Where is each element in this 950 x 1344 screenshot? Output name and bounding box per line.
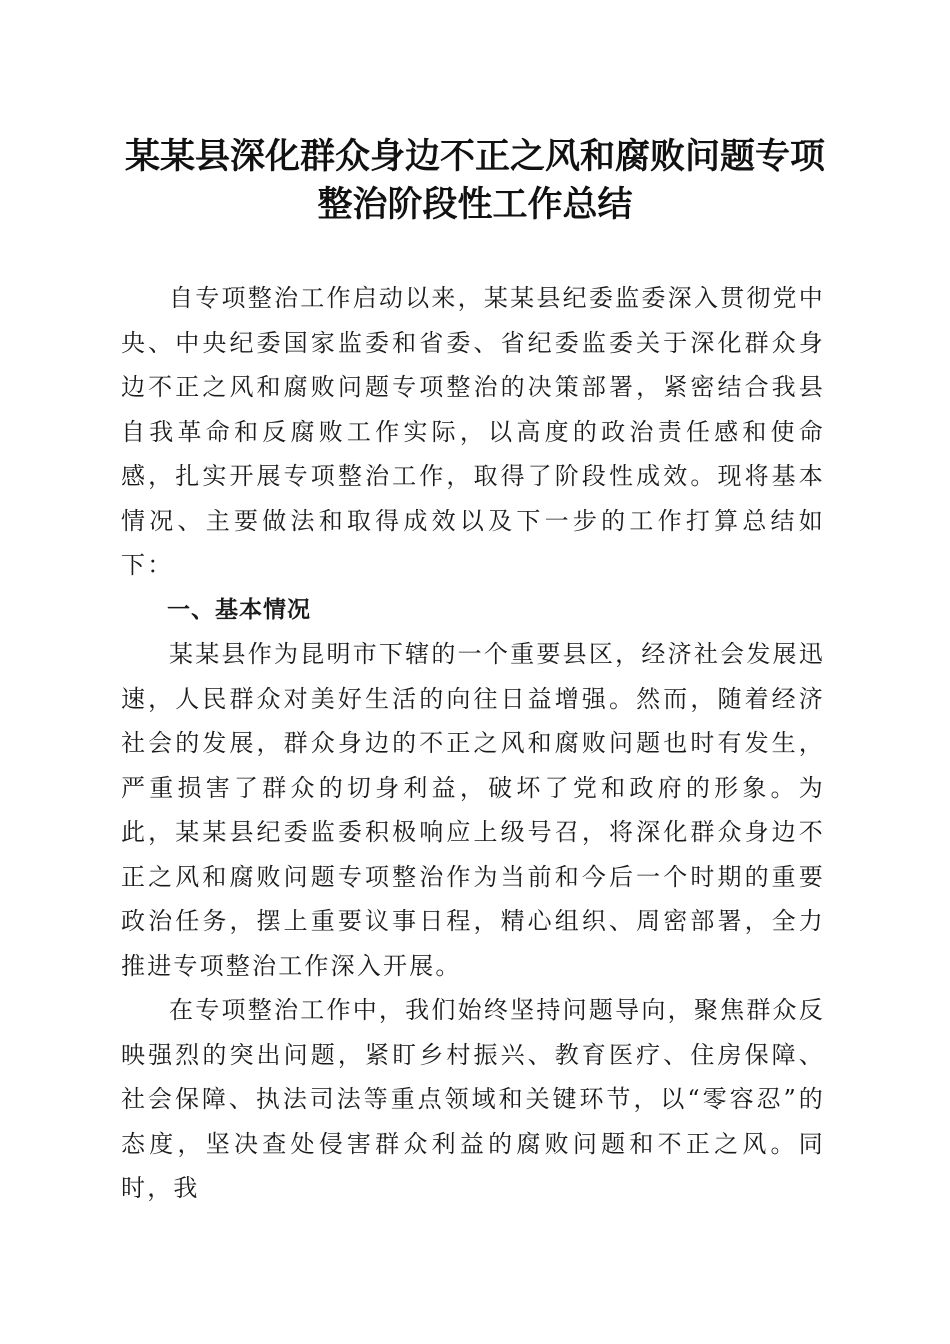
document-title <box>100 133 850 229</box>
title-line-1: 某某县深化群众身边不正之风和腐败问题专项 <box>124 136 825 177</box>
section-heading-basic-situation: 一、基本情况 <box>167 596 311 623</box>
basic-situation-paragraph: 某某县作为昆明市下辖的一个重要县区，经济社会发展迅速，人民群众对美好生活的向往日益增强。然而，随着经济社会的发展，群众身边的不正之风和腐败问题也时有发生，严重损害了群众的切身利益，破坏了党和政府的形象。为此，某某县纪委监委积极响应上级号召，将深化群众身边不正之风和腐败问题专项整治作为当前和今后一个时期的重要政治任务，摆上重要议事日程，精心组织、周密部署，全力推进专项整治工作深入开展。 <box>121 640 825 980</box>
work-approach-paragraph: 在专项整治工作中，我们始终坚持问题导向，聚焦群众反映强烈的突出问题，紧盯乡村振兴、教育医疗、住房保障、社会保障、执法司法等重点领域和关键环节，以“零容忍”的态度，坚决查处侵害群众利益的腐败问题和不正之风。同时，我 <box>121 996 825 1202</box>
title-line-2: 整治阶段性工作总结 <box>317 184 633 225</box>
intro-paragraph: 自专项整治工作启动以来，某某县纪委监委深入贯彻党中央、中央纪委国家监委和省委、省纪委监委关于深化群众身边不正之风和腐败问题专项整治的决策部署，紧密结合我县自我革命和反腐败工作实际，以高度的政治责任感和使命感，扎实开展专项整治工作，取得了阶段性成效。现将基本情况、主要做法和取得成效以及下一步的工作打算总结如下： <box>121 284 825 579</box>
document-body <box>121 276 825 1211</box>
